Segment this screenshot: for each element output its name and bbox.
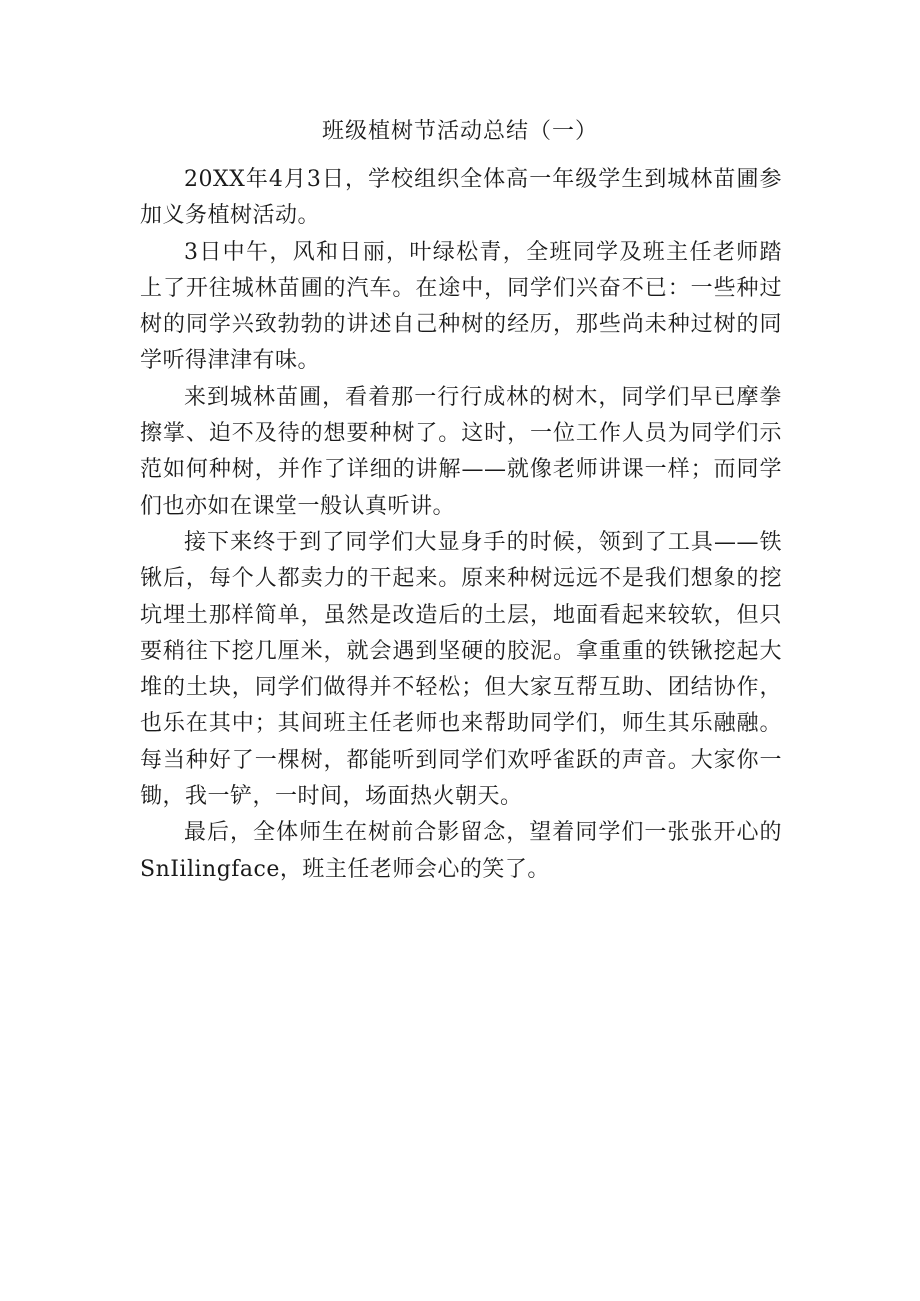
paragraph-intro: 20XX年4月3日，学校组织全体高一年级学生到城林苗圃参加义务植树活动。 bbox=[140, 167, 782, 229]
paragraph-conclusion: 最后，全体师生在树前合影留念，望着同学们一张张开心的SnIilingface，班主任老师会心的笑了。 bbox=[140, 820, 782, 882]
paragraph-demonstration: 来到城林苗圃，看着那一行行成林的树木，同学们早已摩拳擦掌、迫不及待的想要种树了。这时，一位工作人员为同学们示范如何种树，并作了详细的讲解——就像老师讲课一样；而同学们也亦如在课堂一般认真听讲。 bbox=[140, 384, 782, 519]
document-title: 班级植树节活动总结（一） bbox=[321, 119, 598, 144]
paragraph-planting: 接下来终于到了同学们大显身手的时候，领到了工具——铁锹后，每个人都卖力的干起来。原来种树远远不是我们想象的挖坑埋土那样简单，虽然是改造后的土层，地面看起来较软，但只要稍往下挖几厘米，就会遇到坚硬的胶泥。拿重重的铁锹挖起大堆的土块，同学们做得并不轻松；但大家互帮互助、团结协作，也乐在其中；其间班主任老师也来帮助同学们，师生其乐融融。每当种好了一棵树，都能听到同学们欢呼雀跃的声音。大家你一锄，我一铲，一时间，场面热火朝天。 bbox=[140, 529, 782, 810]
paragraph-departure: 3日中午，风和日丽，叶绿松青，全班同学及班主任老师踏上了开往城林苗圃的汽车。在途中，同学们兴奋不已：一些种过树的同学兴致勃勃的讲述自己种树的经历，那些尚未种过树的同学听得津津有味。 bbox=[140, 239, 782, 374]
document-body bbox=[140, 162, 782, 888]
